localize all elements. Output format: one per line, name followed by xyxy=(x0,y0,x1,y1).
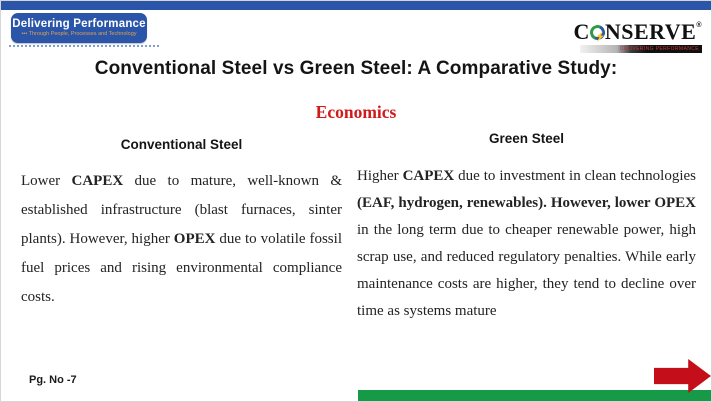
column-green-steel xyxy=(357,131,696,325)
column-header-green-steel: Green Steel xyxy=(488,131,565,146)
slide-title: Conventional Steel vs Green Steel: A Comparative Study: xyxy=(94,58,618,79)
logo-letter-c: C xyxy=(573,19,590,44)
conserve-logo xyxy=(570,14,702,53)
logo-tagline: DELIVERING PERFORMANCE xyxy=(619,46,699,52)
top-blue-bar xyxy=(1,1,711,10)
column-header-conventional-steel: Conventional Steel xyxy=(120,137,243,152)
logo-letters-nserve: NSERVE xyxy=(604,19,697,44)
delivering-performance-badge xyxy=(11,13,147,43)
registered-trademark-symbol: ® xyxy=(696,22,702,29)
badge-subtitle: ••• Through People, Processes and Technology xyxy=(21,31,137,37)
paragraph-green-steel: Higher CAPEX due to investment in clean technologies (EAF, hydrogen, renewables). However, lower OPEX in the long term due to cheaper renewable power, high scrap use, and reduced regulatory penalties. While early maintenance costs are higher, they tend to decline over time as systems mature xyxy=(357,168,696,319)
badge-title: Delivering Performance xyxy=(12,18,146,30)
badge-dashed-divider xyxy=(9,45,159,47)
column-conventional-steel xyxy=(21,137,342,312)
next-arrow-icon[interactable] xyxy=(654,359,711,393)
lightning-bolt-icon: ⚡ xyxy=(594,31,607,42)
page-number-label: Pg. No -7 xyxy=(29,374,77,386)
paragraph-conventional-steel: Lower CAPEX due to mature, well-known & established infrastructure (blast furnaces, sinter plants). However, higher OPEX due to volatile fossil fuel prices and rising environmental compliance costs. xyxy=(21,173,342,305)
section-heading-economics: Economics xyxy=(315,102,397,122)
conserve-wordmark xyxy=(573,14,702,44)
bottom-green-bar xyxy=(358,390,711,401)
